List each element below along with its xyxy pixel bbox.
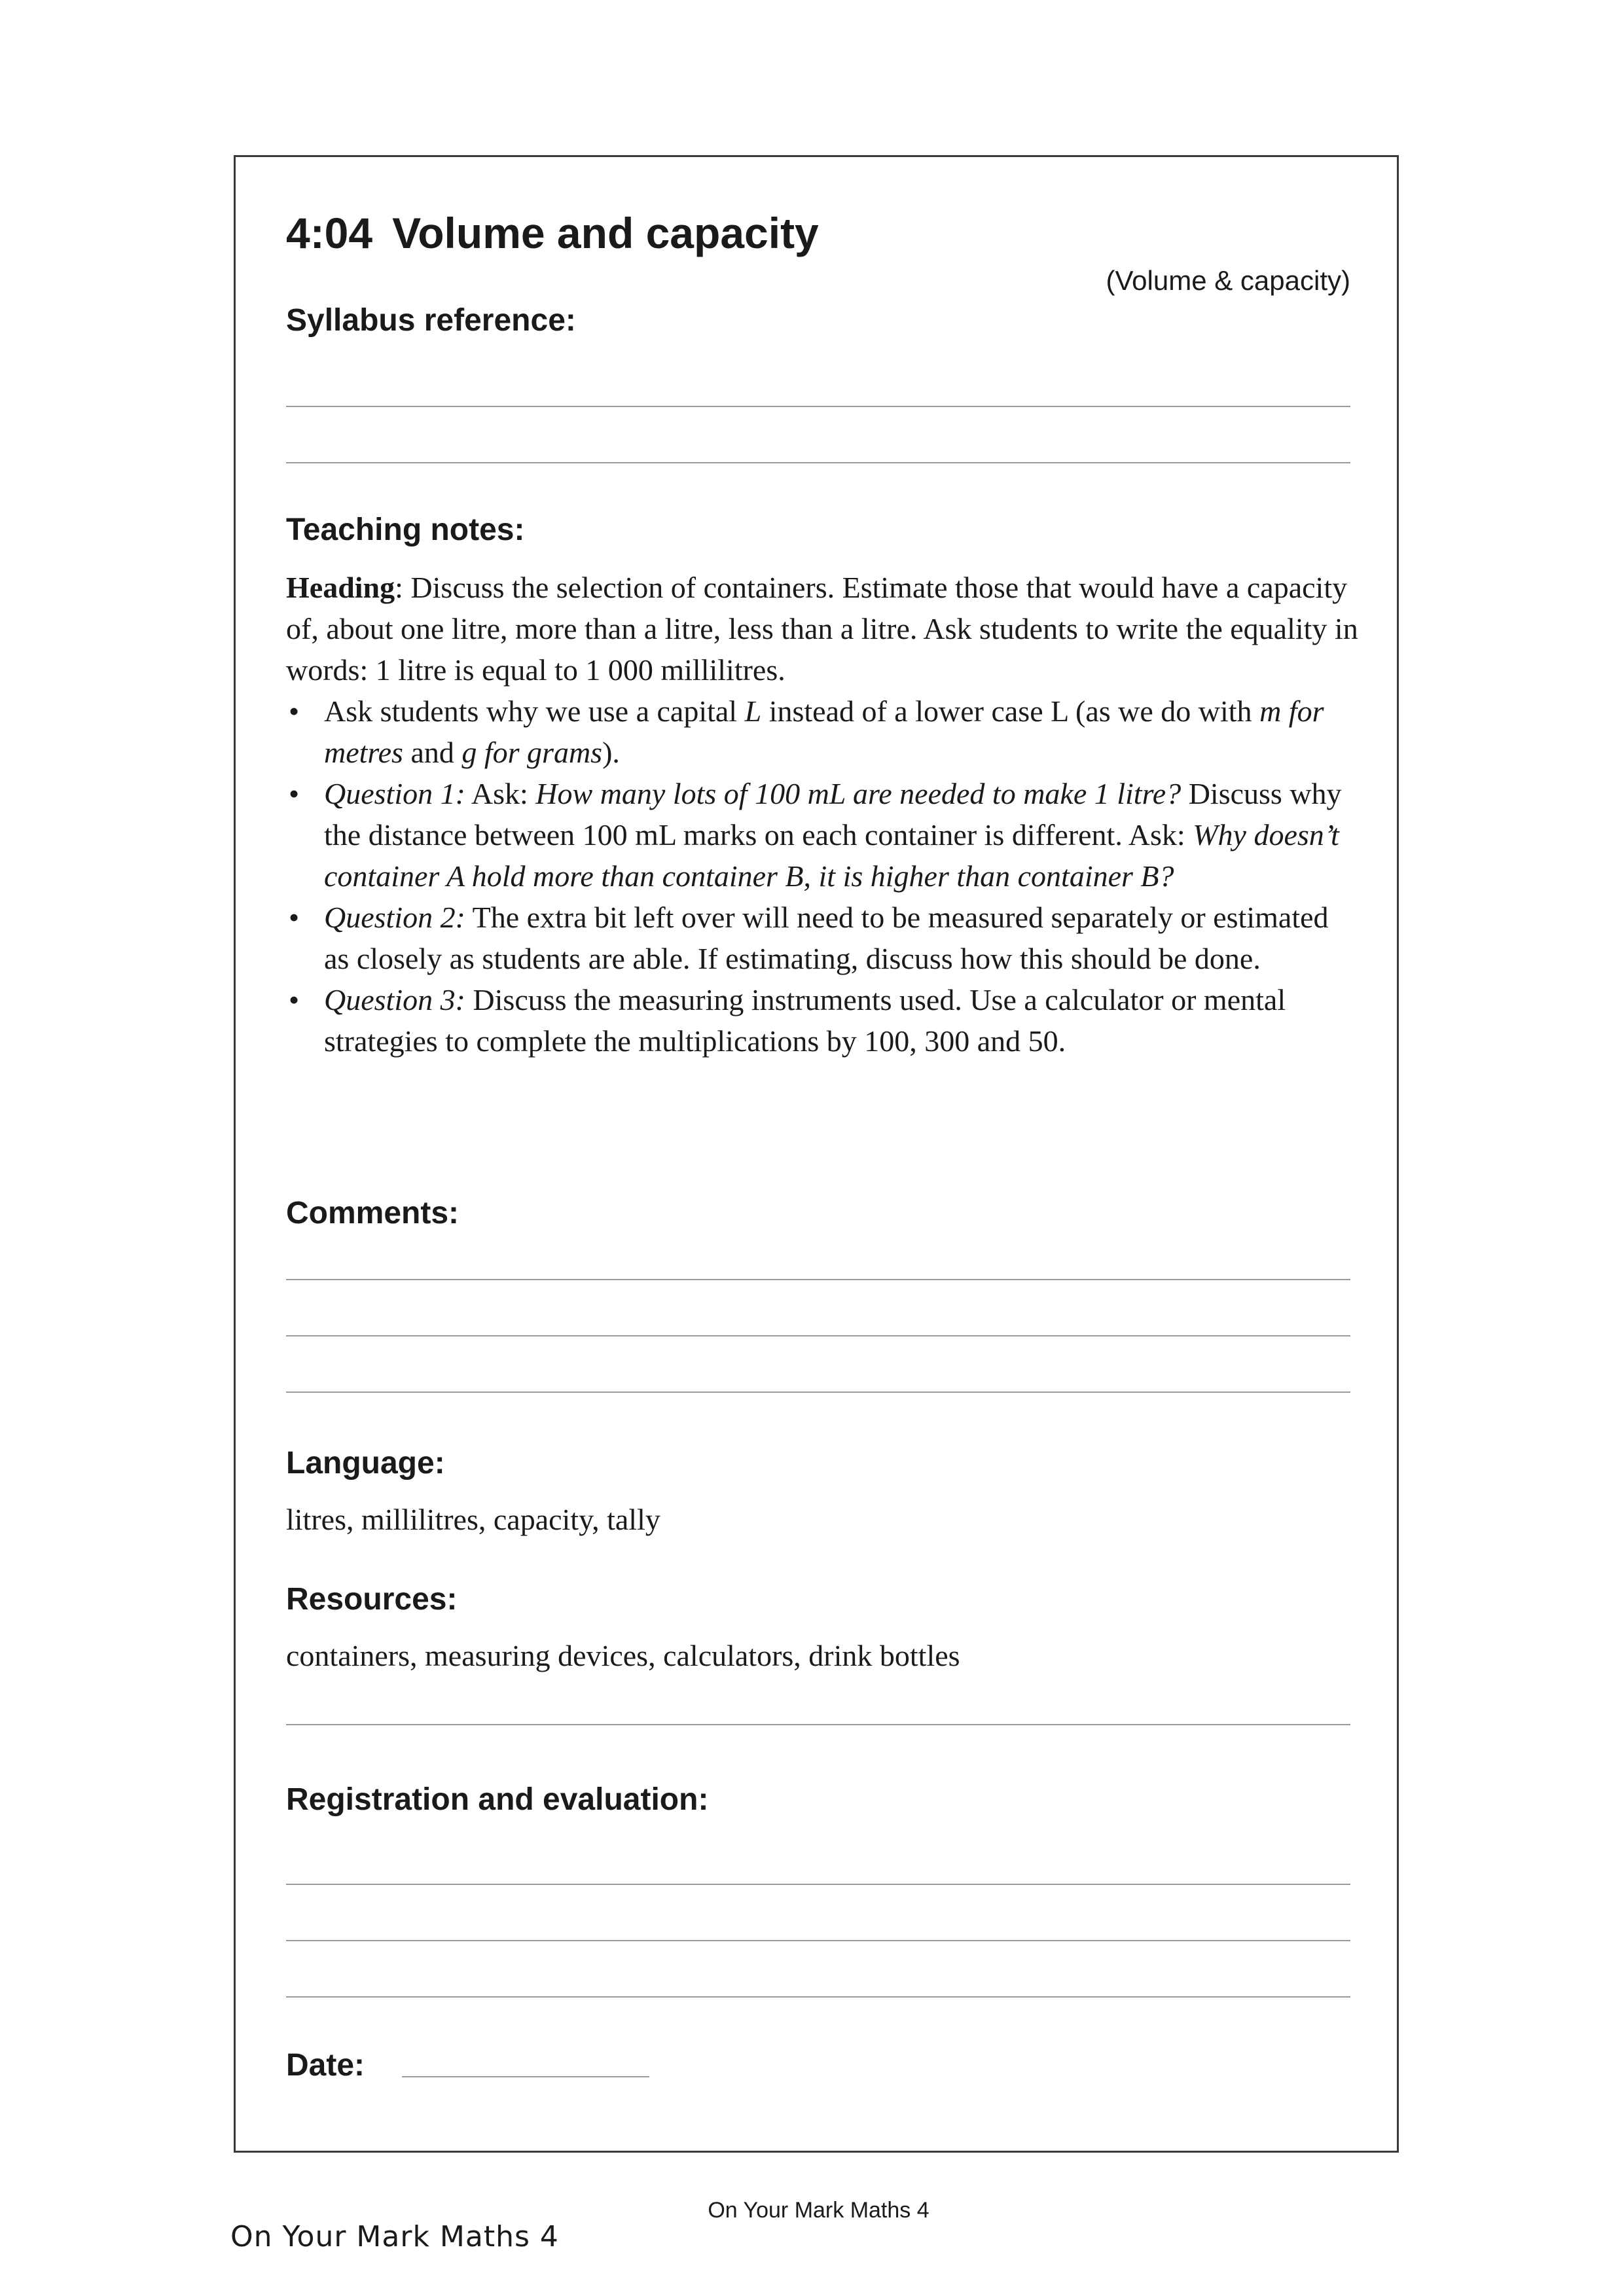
language-heading: Language: [286,1446,445,1480]
bullet-icon: • [289,777,300,810]
page-title [286,208,819,258]
bullet-icon: • [289,983,300,1016]
lesson-number: 4:04 [286,209,373,257]
registration-line-1[interactable] [286,1884,1350,1885]
registration-heading: Registration and evaluation: [286,1782,709,1817]
resources-line[interactable] [286,1724,1350,1725]
bullet-icon: • [289,694,300,728]
bullet-item-question-2: • Question 2: The extra bit left over will need to be measured separately or estimated as closely as students are able. If estimating, discuss how this should be done. [286,897,1360,979]
registration-line-2[interactable] [286,1940,1350,1941]
footer-series-name: On Your Mark Maths 4 [230,2220,559,2253]
bullet-item-capital-l: • Ask students why we use a capital L instead of a lower case L (as we do with m for metres and g for grams). [286,691,1360,773]
worksheet-frame [234,155,1399,2153]
syllabus-line-2[interactable] [286,462,1350,463]
bullet-item-question-1: • Question 1: Ask: How many lots of 100 mL are needed to make 1 litre? Discuss why the distance between 100 mL marks on each container is different. Ask: Why doesn’t container A hold more than container B, it is higher than container B? [286,773,1360,897]
teaching-notes-heading: Teaching notes: [286,512,525,547]
comments-line-2[interactable] [286,1335,1350,1336]
registration-line-3[interactable] [286,1996,1350,1998]
lesson-title: Volume and capacity [392,209,819,257]
resources-heading: Resources: [286,1582,458,1617]
syllabus-line-1[interactable] [286,406,1350,407]
bullet-item-question-3: • Question 3: Discuss the measuring instruments used. Use a calculator or mental strategies to complete the multiplications by 100, 300 and 50. [286,979,1360,1062]
comments-line-3[interactable] [286,1391,1350,1393]
teaching-bullet-list [286,691,1360,1062]
intro-bold-label: Heading [286,571,395,604]
date-line[interactable] [402,2076,649,2077]
syllabus-heading: Syllabus reference: [286,303,576,338]
footer-title: On Your Mark Maths 4 [708,2198,929,2223]
resources-text: containers, measuring devices, calculators, drink bottles [286,1639,960,1672]
date-label: Date: [286,2048,365,2083]
comments-heading: Comments: [286,1196,460,1230]
strand-tag: (Volume & capacity) [1106,265,1350,296]
teaching-intro [286,567,1360,691]
language-text: litres, millilitres, capacity, tally [286,1503,660,1536]
bullet-icon: • [289,901,300,934]
intro-text: : Discuss the selection of containers. Estimate those that would have a capacity of, about one litre, more than a litre, less than a litre. Ask students to write the equality in words: 1 litre is equal to 1 000 millilitres. [286,571,1358,687]
comments-line-1[interactable] [286,1279,1350,1280]
teaching-notes-body [286,567,1360,1062]
